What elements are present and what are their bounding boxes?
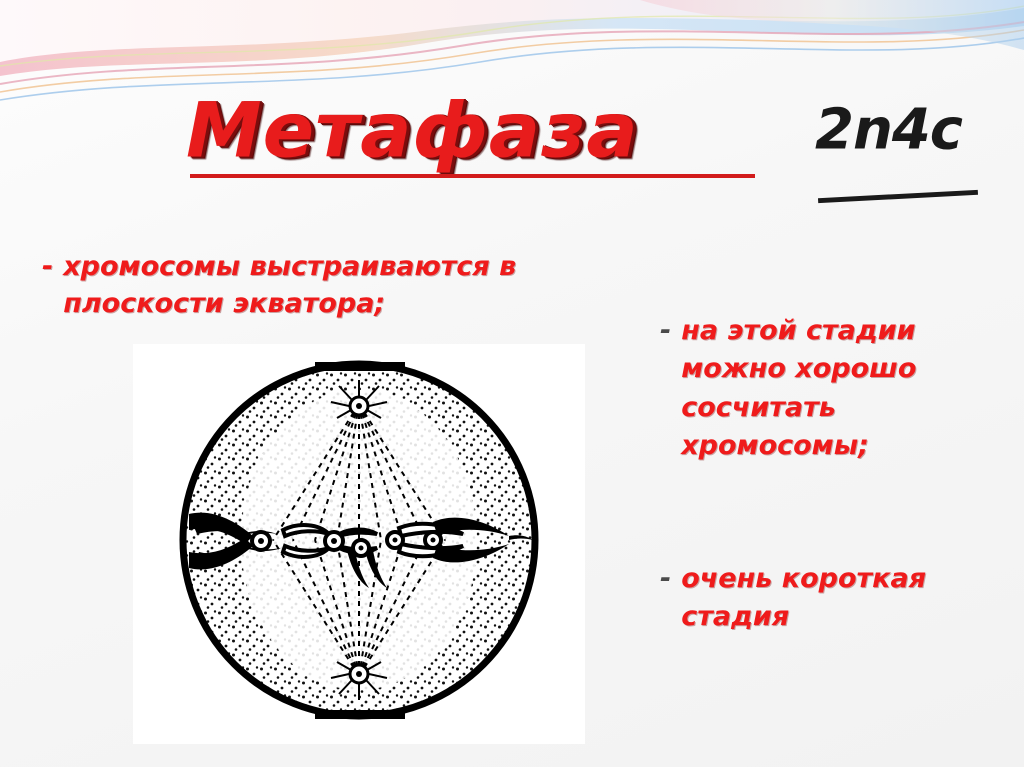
bullet-text: на этой стадии можно хорошо сосчитать хромосомы; [681, 315, 917, 461]
metaphase-cell-figure [133, 344, 585, 744]
title-underline [190, 174, 755, 178]
page-title: Метафаза [186, 85, 639, 175]
bullet-dash: - [42, 251, 54, 282]
bullet-chromosomes-equator [42, 248, 682, 323]
metaphase-cell-diagram [133, 344, 585, 744]
bullet-count-chromosomes [660, 312, 990, 465]
ploidy-formula: 2n4c [815, 97, 962, 163]
bullet-text: очень короткая стадия [681, 563, 927, 633]
pole-bar-top [315, 362, 405, 371]
bullet-short-stage [660, 560, 990, 637]
bullet-dash: - [660, 563, 672, 594]
pole-bar-bottom [315, 710, 405, 719]
bullet-dash: - [660, 315, 672, 346]
bullet-text: хромосомы выстраиваются в плоскости экватора; [63, 251, 517, 320]
